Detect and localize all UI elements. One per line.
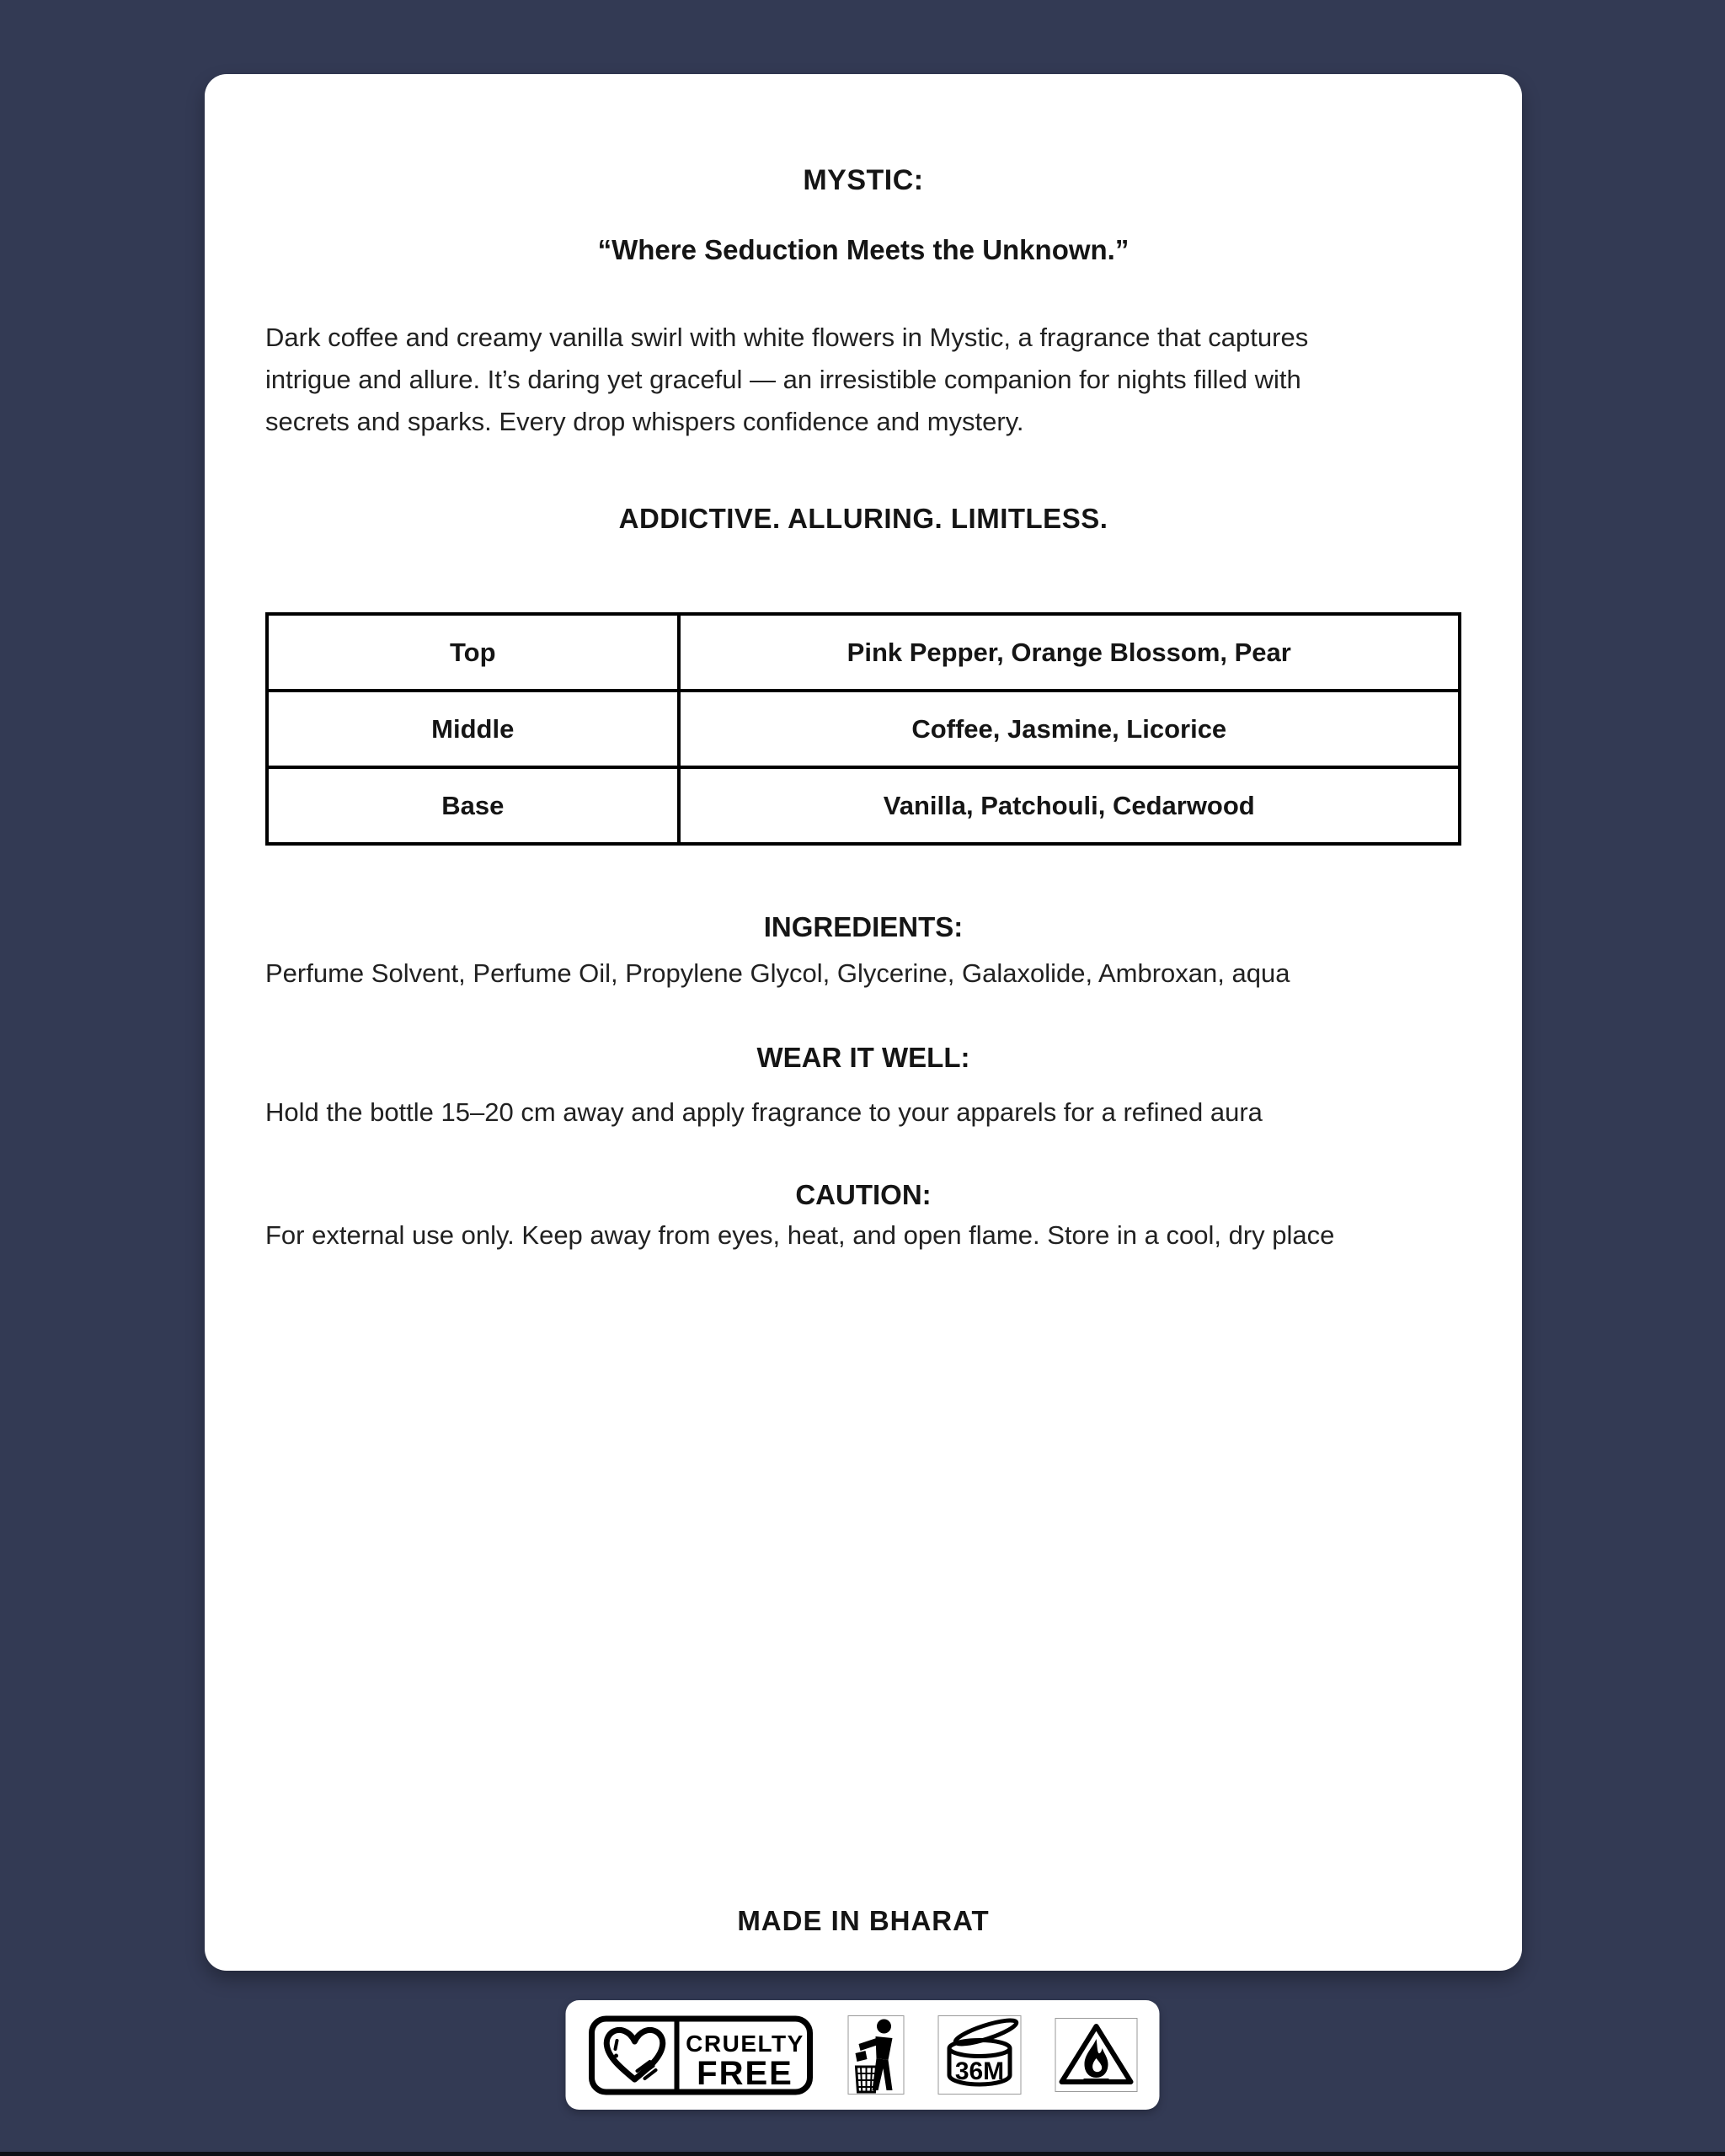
- screen-bottom-edge: [0, 2152, 1725, 2156]
- certification-badge-strip: [566, 2000, 1160, 2110]
- ingredients-text: Perfume Solvent, Perfume Oil, Propylene Glycol, Glycerine, Galaxolide, Ambroxan, aqua: [265, 958, 1290, 988]
- made-in-label: MADE IN BHARAT: [737, 1905, 990, 1936]
- note-level-cell: Base: [267, 767, 679, 844]
- description-line: Dark coffee and creamy vanilla swirl with white flowers in Mystic, a fragrance that captures: [265, 323, 1309, 352]
- caution-text: For external use only. Keep away from eyes, heat, and open flame. Store in a cool, dry place: [265, 1220, 1335, 1250]
- pao-36m-icon: [939, 2016, 1021, 2094]
- product-slogan: ADDICTIVE. ALLURING. LIMITLESS.: [618, 503, 1108, 534]
- cruelty-free-badge: [589, 2015, 814, 2095]
- wear-it-well-text: Hold the bottle 15–20 cm away and apply fragrance to your apparels for a refined aura: [265, 1097, 1263, 1127]
- product-tagline: “Where Seduction Meets the Unknown.”: [597, 234, 1130, 265]
- wear-it-well-heading: WEAR IT WELL:: [756, 1042, 970, 1073]
- ingredients-heading: INGREDIENTS:: [763, 911, 964, 942]
- note-list-cell: Pink Pepper, Orange Blossom, Pear: [679, 614, 1460, 691]
- cruelty-free-text-line2: FREE: [697, 2054, 793, 2092]
- label-card: [205, 74, 1522, 1971]
- cruelty-free-text-line1: CRUELTY: [686, 2030, 804, 2057]
- table-row: [267, 614, 1460, 691]
- heart-hand-icon: [606, 2030, 663, 2079]
- product-description: [265, 317, 1461, 443]
- note-list-cell: Vanilla, Patchouli, Cedarwood: [679, 767, 1460, 844]
- table-row: [267, 767, 1460, 844]
- product-title: MYSTIC:: [803, 164, 924, 196]
- pao-duration-text: 36M: [954, 2057, 1005, 2085]
- fragrance-notes-table: [265, 612, 1461, 846]
- description-line: intrigue and allure. It’s daring yet graceful — an irresistible companion for nights filled with: [265, 365, 1301, 394]
- flammable-icon: [1056, 2019, 1137, 2091]
- note-level-cell: Middle: [267, 691, 679, 767]
- description-line: secrets and sparks. Every drop whispers confidence and mystery.: [265, 407, 1024, 436]
- caution-heading: CAUTION:: [795, 1179, 932, 1210]
- note-list-cell: Coffee, Jasmine, Licorice: [679, 691, 1460, 767]
- table-row: [267, 691, 1460, 767]
- note-level-cell: Top: [267, 614, 679, 691]
- tidyman-icon: [849, 2016, 904, 2094]
